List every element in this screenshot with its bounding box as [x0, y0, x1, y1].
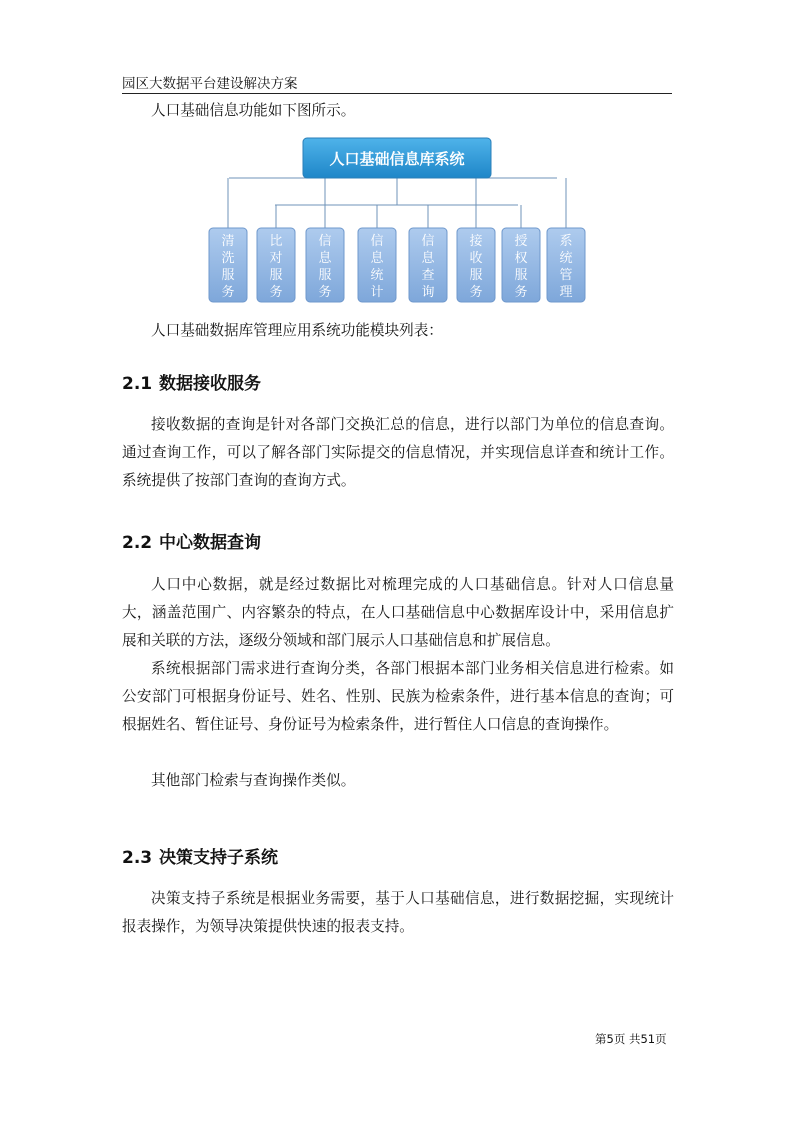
diagram-module-char: 授: [514, 234, 528, 249]
diagram-module-box: [457, 228, 495, 302]
section-2-1-paragraph: 接收数据的查询是针对各部门交换汇总的信息，进行以部门为单位的信息查询。通过查询工作，可以了解各部门实际提交的信息情况，并实现信息详查和统计工作。系统提供了按部门查询的查询方式。: [122, 416, 674, 489]
diagram-module-char: 统: [370, 268, 384, 283]
page-number: 第5页 共51页: [595, 1032, 667, 1046]
page-footer: [595, 1031, 667, 1047]
diagram-module-char: 息: [318, 251, 332, 266]
diagram-root-node: [303, 138, 491, 178]
header-title: 园区大数据平台建设解决方案: [122, 76, 298, 92]
diagram-module-char: 统: [559, 251, 573, 266]
diagram-module-char: 服: [514, 268, 528, 283]
diagram-module-char: 务: [221, 285, 235, 300]
diagram-module-char: 系: [559, 234, 573, 249]
diagram-module-char: 询: [421, 285, 435, 300]
diagram-module-box: [306, 228, 344, 302]
diagram-module-char: 服: [318, 268, 332, 283]
diagram-module-char: 服: [469, 268, 483, 283]
diagram-module-char: 信: [318, 234, 332, 249]
diagram-module-char: 务: [269, 285, 283, 300]
diagram-module-box: [209, 228, 247, 302]
module-list-caption: 人口基础数据库管理应用系统功能模块列表：: [151, 322, 443, 339]
diagram-module-char: 务: [469, 285, 483, 300]
diagram-module-char: 管: [559, 268, 573, 283]
diagram-module-char: 对: [269, 251, 283, 266]
diagram-module-char: 理: [559, 285, 573, 300]
intro-text: 人口基础信息功能如下图所示。: [151, 102, 356, 119]
section-2-2-paragraph-3: 其他部门检索与查询操作类似。: [151, 772, 356, 789]
section-2-3-paragraph: 决策支持子系统是根据业务需要，基于人口基础信息，进行数据挖掘，实现统计报表操作，为领导决策提供快速的报表支持。: [122, 890, 674, 935]
diagram-module-char: 计: [370, 285, 384, 300]
section-heading-2-1: 2.1 数据接收服务: [122, 374, 261, 394]
diagram-module-char: 务: [318, 285, 332, 300]
diagram-module-box: [502, 228, 540, 302]
diagram-module-char: 服: [221, 268, 235, 283]
diagram-module-char: 信: [421, 234, 435, 249]
org-diagram: [0, 0, 793, 320]
diagram-module-char: 洗: [221, 251, 235, 266]
diagram-module-box: [257, 228, 295, 302]
diagram-module-char: 收: [469, 251, 483, 266]
section-heading-2-2: 2.2 中心数据查询: [122, 533, 261, 553]
diagram-module-char: 比: [269, 234, 283, 249]
diagram-module-char: 权: [514, 251, 528, 266]
diagram-module-char: 息: [421, 251, 435, 266]
diagram-module-box: [358, 228, 396, 302]
diagram-module-box: [409, 228, 447, 302]
diagram-module-box: [547, 228, 585, 302]
section-2-2-paragraph-1: 人口中心数据，就是经过数据比对梳理完成的人口基础信息。针对人口信息量大，涵盖范围广、内容繁杂的特点，在人口基础信息中心数据库设计中，采用信息扩展和关联的方法，逐级分领域和部门展示人口基础信息和扩展信息。: [122, 576, 674, 649]
diagram-module-char: 清: [221, 234, 235, 249]
diagram-module-char: 服: [269, 268, 283, 283]
diagram-module-char: 查: [421, 268, 435, 283]
section-2-2-paragraph-2: 系统根据部门需求进行查询分类，各部门根据本部门业务相关信息进行检索。如公安部门可根据身份证号、姓名、性别、民族为检索条件，进行基本信息的查询；可根据姓名、暂住证号、身份证号为检索条件，进行暂住人口信息的查询操作。: [122, 660, 674, 733]
diagram-module-char: 信: [370, 234, 384, 249]
diagram-root-label: 人口基础信息库系统: [329, 150, 465, 168]
section-heading-2-3: 2.3 决策支持子系统: [122, 848, 278, 868]
diagram-module-char: 务: [514, 285, 528, 300]
diagram-module-char: 息: [370, 251, 384, 266]
diagram-module-char: 接: [469, 234, 483, 249]
